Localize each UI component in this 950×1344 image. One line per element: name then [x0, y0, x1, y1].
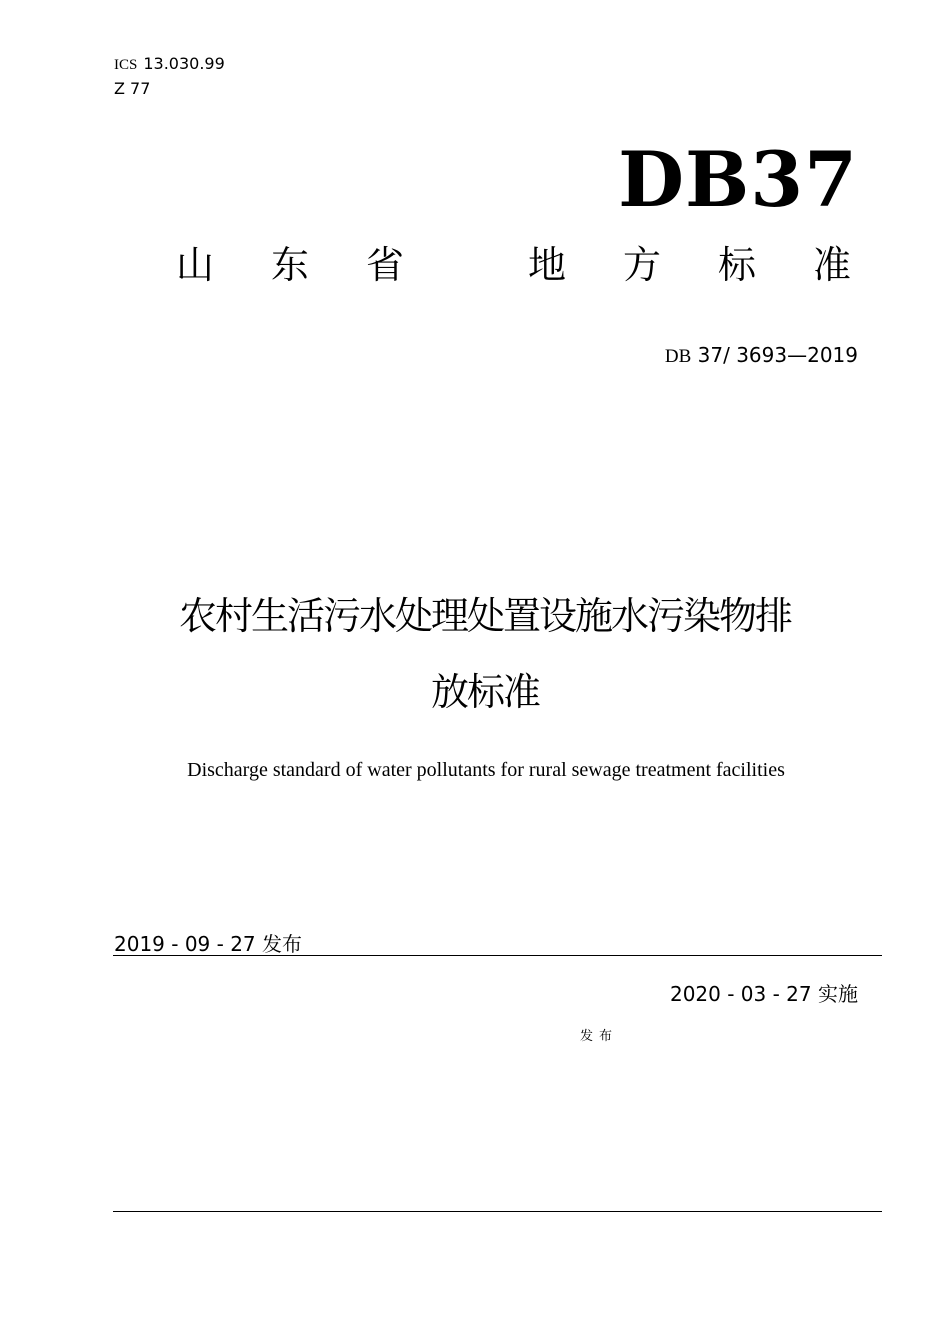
ccs-code: Z 77: [114, 79, 151, 98]
standard-province: 山东省: [176, 243, 462, 287]
title-english: Discharge standard of water pollutants for rural sewage treatment facilities: [187, 759, 785, 781]
standard-category: 地方标准: [528, 243, 909, 287]
standard-number-prefix: DB: [664, 346, 692, 367]
db-mark: DB37: [618, 135, 858, 224]
ics-label: ICS: [114, 57, 138, 73]
title-chinese-line2: 放标准: [430, 670, 539, 714]
publish-date: 2019 - 09 - 27 发布: [114, 932, 303, 956]
title-chinese: [60, 578, 910, 730]
divider-bottom: [113, 1211, 882, 1212]
implement-date: 2020 - 03 - 27 实施: [669, 982, 858, 1006]
issuer: 发布: [580, 1029, 619, 1044]
standard-number: [665, 343, 858, 369]
ics-number: 13.030.99: [143, 54, 225, 73]
standard-number-value: 37/ 3693—2019: [697, 343, 858, 367]
divider-top: [113, 955, 882, 956]
ics-code: [114, 54, 225, 75]
title-chinese-line1: 农村生活污水处理处置设施水污染物排: [178, 594, 791, 638]
